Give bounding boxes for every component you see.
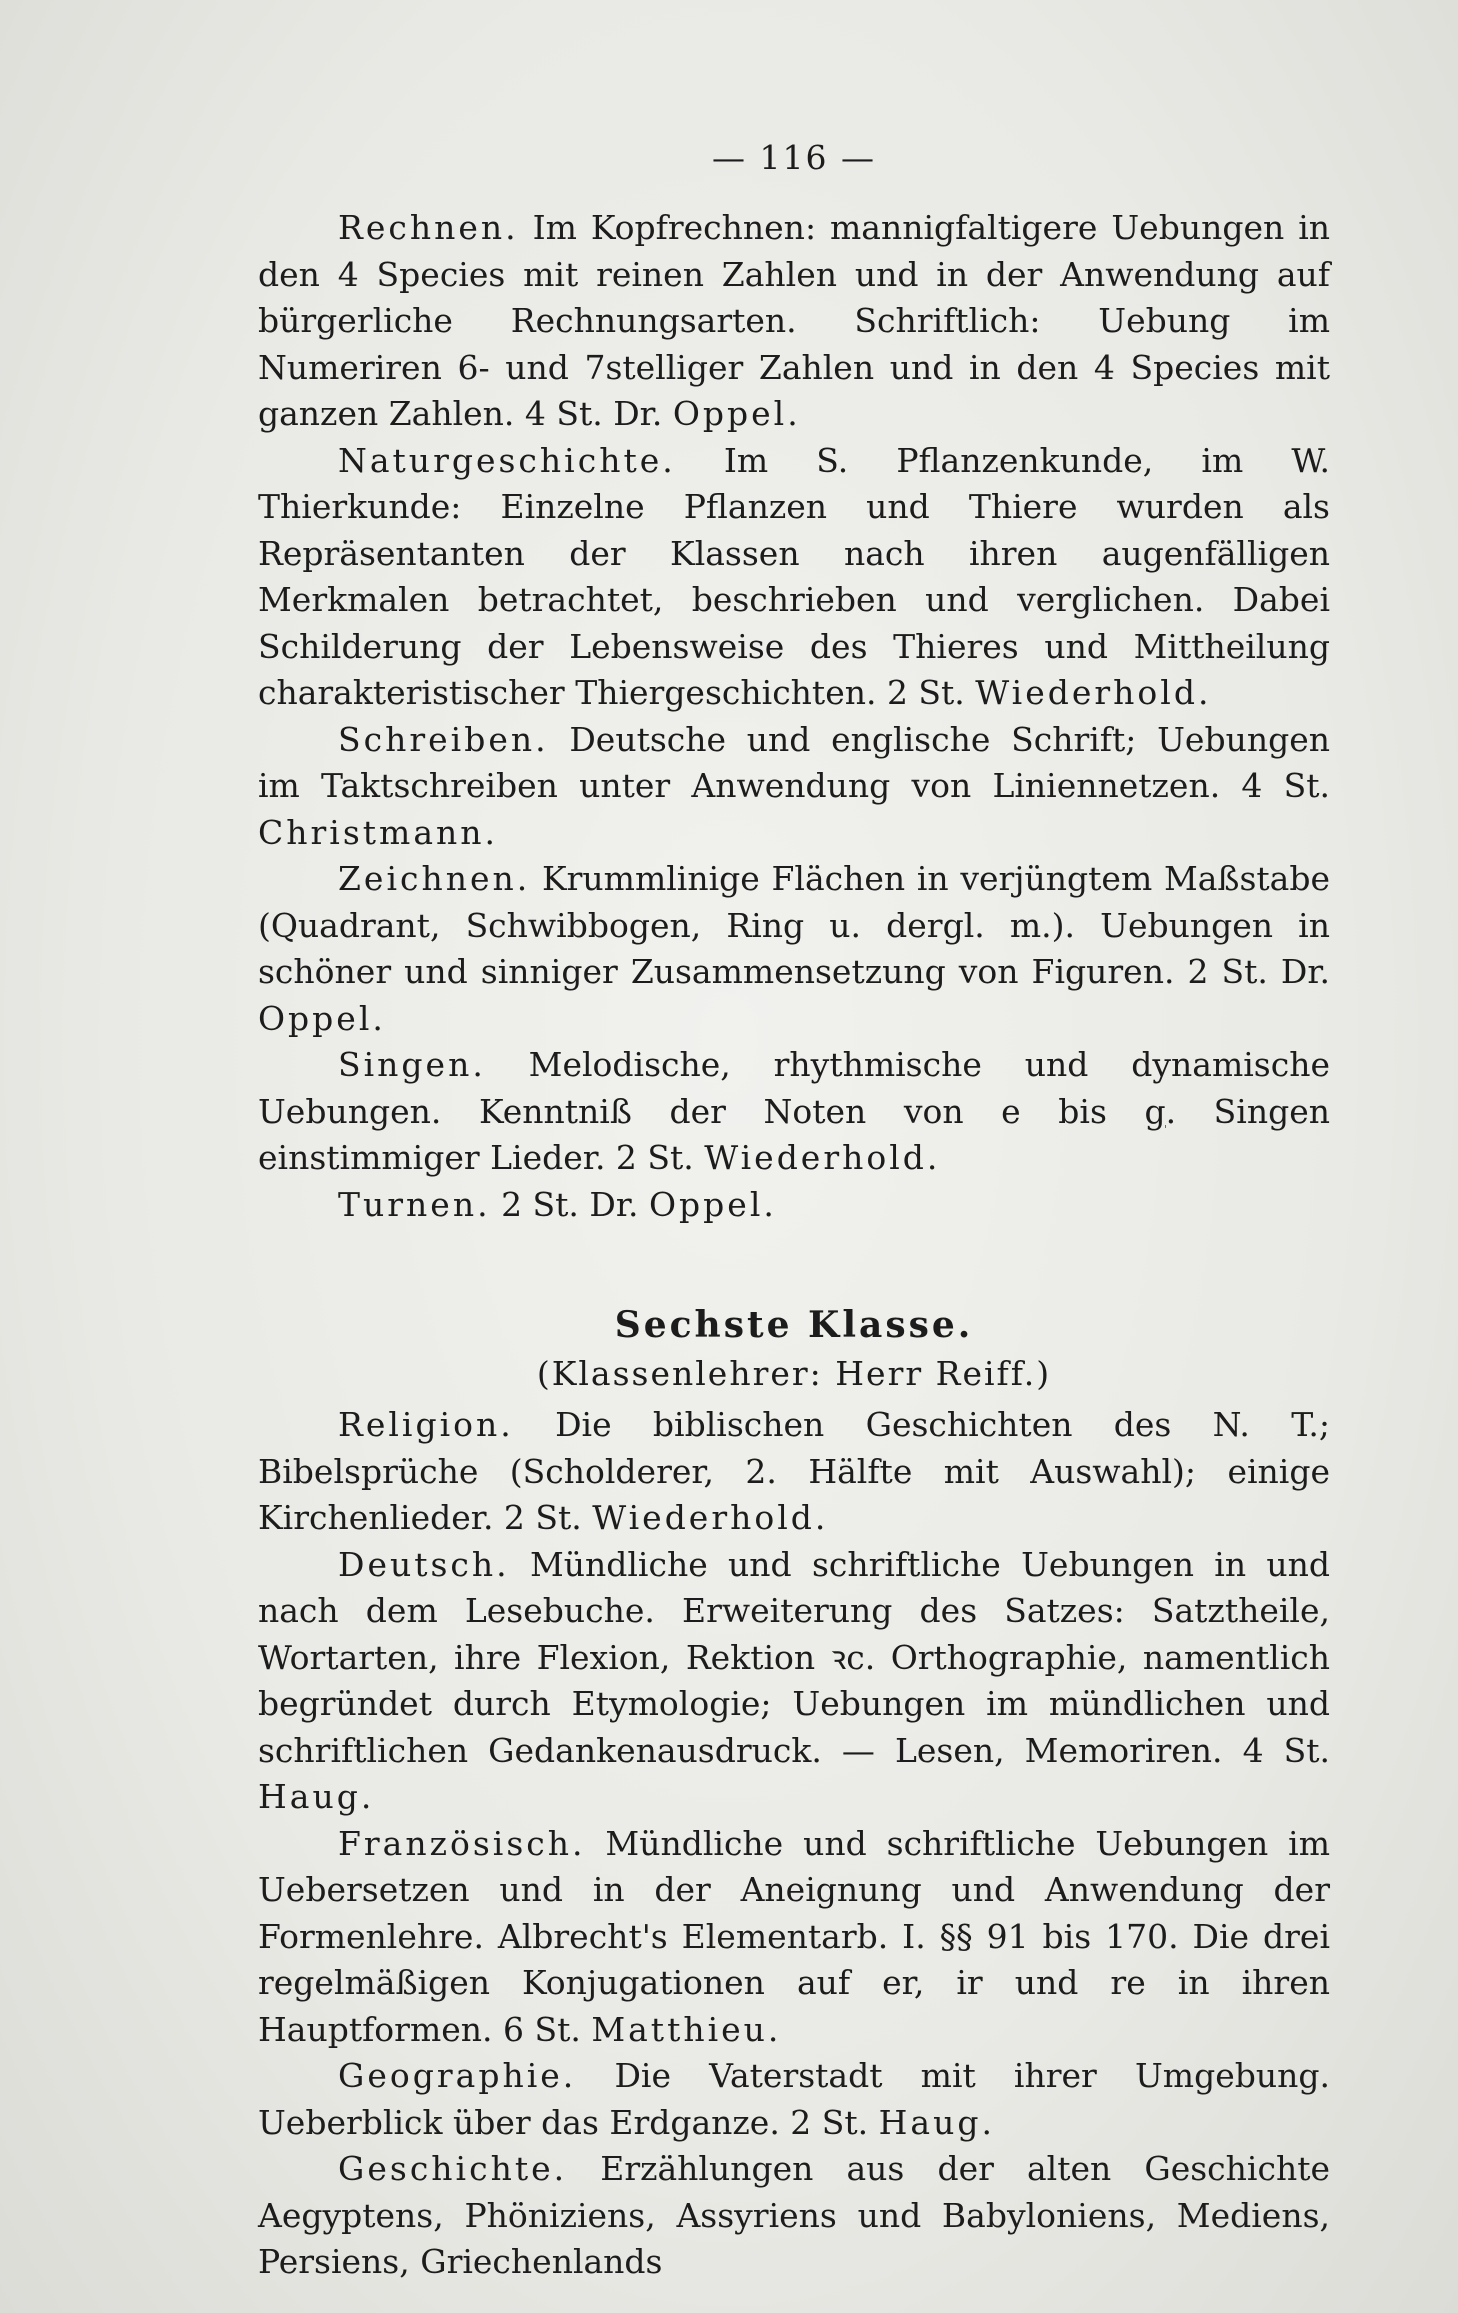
paragraph-turnen xyxy=(258,1182,1330,1229)
teacher-name: Matthieu. xyxy=(591,2009,782,2049)
teacher-name: Wiederhold. xyxy=(704,1138,941,1177)
paragraph-schreiben xyxy=(258,717,1330,857)
subject-heading: Geographie. xyxy=(338,2056,577,2095)
teacher-name: Oppel. xyxy=(258,998,386,1038)
paragraph-text: Die Vaterstadt mit ihrer Umgebung. Ueberblick über das Erdganze. 2 St. xyxy=(258,2056,1330,2142)
paragraph-singen xyxy=(258,1042,1330,1182)
note-g: g xyxy=(1144,1091,1166,1131)
teacher-name: Wiederhold. xyxy=(592,1498,829,1537)
paragraph-deutsch xyxy=(258,1542,1330,1821)
subject-heading: Französisch. xyxy=(338,1823,586,1863)
teacher-name: Haug. xyxy=(878,2102,995,2142)
subject-heading: Naturgeschichte. xyxy=(338,440,676,480)
teacher-name: Wiederhold. xyxy=(975,673,1212,712)
section-title: Sechste Klasse. xyxy=(614,1304,974,1346)
subject-heading: Geschichte. xyxy=(338,2149,568,2188)
paragraph-text: Mündliche und schriftliche Uebungen im Uebersetzen und in der Aneignung und Anwendung der Formenlehre. Albrecht's Elementarb. I. §§ 91 bis 170. Die drei regelmäßigen Konjugationen auf er, ir und re in ihren Hauptformen. 6 St. xyxy=(258,1823,1330,2049)
page-number: — 116 — xyxy=(712,138,876,177)
teacher-name: Oppel. xyxy=(672,394,801,433)
section-subtitle: (Klassenlehrer: Herr Reiff.) xyxy=(536,1354,1052,1393)
paragraph-text: Mündliche und schriftliche Uebungen in und nach dem Lesebuche. Erweiterung des Satzes: Satztheile, Wortarten, ihre Flexion, Rektion ꝛc. Orthographie, namentlich begründet durch Etymologie; Uebungen im mündlichen und schriftlichen Gedankenausdruck. — Lesen, Memoriren. 4 St. xyxy=(258,1544,1330,1770)
subject-heading: Singen. xyxy=(338,1045,486,1084)
note-e: e xyxy=(1001,1091,1021,1131)
paragraph-rechnen xyxy=(258,205,1330,438)
paragraph-franzoesisch xyxy=(258,1821,1330,2054)
subject-heading: Schreiben. xyxy=(338,719,549,759)
subject-heading: Turnen. xyxy=(338,1184,491,1224)
subject-heading: Rechnen. xyxy=(338,208,519,247)
paragraph-religion xyxy=(258,1402,1330,1542)
paragraph-text: Erzählungen aus der alten Geschichte Aegyptens, Phöniziens, Assyriens und Babyloniens, Mediens, Persiens, Griechenlands xyxy=(258,2149,1330,2281)
subject-heading: Zeichnen. xyxy=(338,859,531,898)
paragraph-text: Melodische, rhythmische und dynamische Uebungen. Kenntniß der Noten von xyxy=(258,1045,1330,1131)
paragraph-text: Krummlinige Flächen in verjüngtem Maßstabe (Quadrant, Schwibbogen, Ring u. dergl. m.). Uebungen in schöner und sinniger Zusammensetzung von Figuren. 2 St. Dr. xyxy=(258,859,1330,991)
paragraph-text: bis xyxy=(1020,1091,1145,1131)
teacher-name: Oppel. xyxy=(649,1184,777,1224)
paragraph-text: Die biblischen Geschichten des N. T.; Bibelsprüche (Scholderer, 2. Hälfte mit Auswahl); einige Kirchenlieder. 2 St. xyxy=(258,1405,1330,1537)
teacher-name: Haug. xyxy=(258,1777,375,1816)
paragraph-text: Im S. Pflanzenkunde, im W. Thierkunde: Einzelne Pflanzen und Thiere wurden als Repräsentanten der Klassen nach ihren augenfälligen Merkmalen betrachtet, beschrieben und verglichen. Dabei Schilderung der Lebensweise des Thieres und Mittheilung charakteristischer Thiergeschichten. 2 St. xyxy=(258,440,1330,712)
paragraph-zeichnen xyxy=(258,856,1330,1042)
teacher-name: Christmann. xyxy=(258,812,498,852)
paragraph-geschichte xyxy=(258,2146,1330,2286)
paragraph-text: 2 St. Dr. xyxy=(490,1184,649,1224)
paragraph-text: Deutsche und englische Schrift; Uebungen im Taktschreiben unter Anwendung von Liniennetzen. 4 St. xyxy=(258,719,1330,805)
subject-heading: Religion. xyxy=(338,1405,514,1444)
subject-heading: Deutsch. xyxy=(338,1544,510,1584)
paragraph-naturgeschichte xyxy=(258,438,1330,717)
paragraph-text: . Singen einstimmiger Lieder. 2 St. xyxy=(258,1091,1331,1177)
paragraph-text: Im Kopfrechnen: mannigfaltigere Uebungen in den 4 Species mit reinen Zahlen und in der Anwendung auf bürgerliche Rechnungsarten. Schriftlich: Uebung im Numeriren 6- und 7stelliger Zahlen und in den 4 Species mit ganzen Zahlen. 4 St. Dr. xyxy=(258,208,1330,433)
paragraph-geographie xyxy=(258,2053,1330,2146)
text-block xyxy=(258,135,1330,2286)
